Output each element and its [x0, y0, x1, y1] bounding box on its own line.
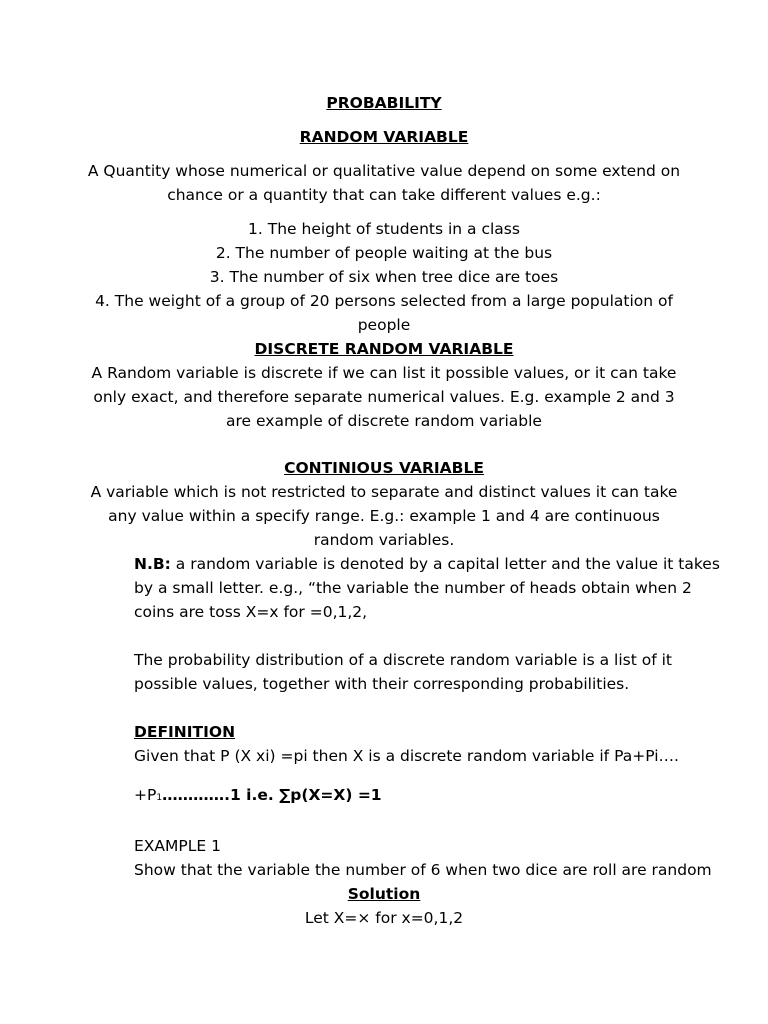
continuous-line-3: random variables.	[313, 531, 455, 549]
definition-sum-formula: ………….1 i.e. ∑p(X=X) =1	[162, 786, 382, 804]
heading-random-variable: RANDOM VARIABLE	[299, 128, 469, 146]
intro-line-1: A Quantity whose numerical or qualitative value depend on some extend on	[87, 162, 681, 180]
heading-definition: DEFINITION	[134, 723, 236, 741]
nb-line-1	[134, 554, 720, 574]
heading-continuous: CONTINIOUS VARIABLE	[284, 459, 484, 477]
list-item-1: 1. The height of students in a class	[248, 220, 520, 238]
continuous-line-2: any value within a specify range. E.g.: example 1 and 4 are continuous	[108, 507, 660, 525]
nb-text-1: a random variable is denoted by a capital letter and the value it takes	[170, 555, 720, 573]
discrete-line-1: A Random variable is discrete if we can list it possible values, or it can take	[91, 364, 677, 382]
continuous-line-1: A variable which is not restricted to separate and distinct values it can take	[90, 483, 678, 501]
list-item-4-continued: people	[357, 316, 411, 334]
definition-line-1: Given that P (X xi) =pi then X is a discrete random variable if Pa+Pi….	[134, 747, 679, 765]
nb-line-2: by a small letter. e.g., “the variable the number of heads obtain when 2	[134, 579, 692, 597]
example-label: EXAMPLE 1	[134, 837, 221, 855]
discrete-line-2: only exact, and therefore separate numerical values. E.g. example 2 and 3	[93, 388, 675, 406]
list-item-3: 3. The number of six when tree dice are toes	[209, 268, 559, 286]
nb-label: N.B:	[134, 555, 171, 573]
heading-discrete: DISCRETE RANDOM VARIABLE	[254, 340, 514, 358]
nb-line-3: coins are toss X=x for =0,1,2,	[134, 603, 368, 621]
distribution-line-2: possible values, together with their corresponding probabilities.	[134, 675, 630, 693]
page-title: PROBABILITY	[326, 94, 442, 112]
solution-line: Let X=× for x=0,1,2	[304, 909, 464, 927]
distribution-line-1: The probability distribution of a discrete random variable is a list of it	[134, 651, 672, 669]
list-item-4: 4. The weight of a group of 20 persons selected from a large population of	[95, 292, 673, 310]
definition-line-2	[134, 785, 382, 808]
list-item-2: 2. The number of people waiting at the bus	[215, 244, 553, 262]
definition-prefix: +P	[134, 786, 157, 804]
solution-heading: Solution	[347, 885, 421, 903]
example-question: Show that the variable the number of 6 when two dice are roll are random	[134, 861, 712, 879]
definition-subscript: 1	[156, 793, 163, 803]
discrete-line-3: are example of discrete random variable	[226, 412, 542, 430]
intro-line-2: chance or a quantity that can take different values e.g.:	[167, 186, 601, 204]
